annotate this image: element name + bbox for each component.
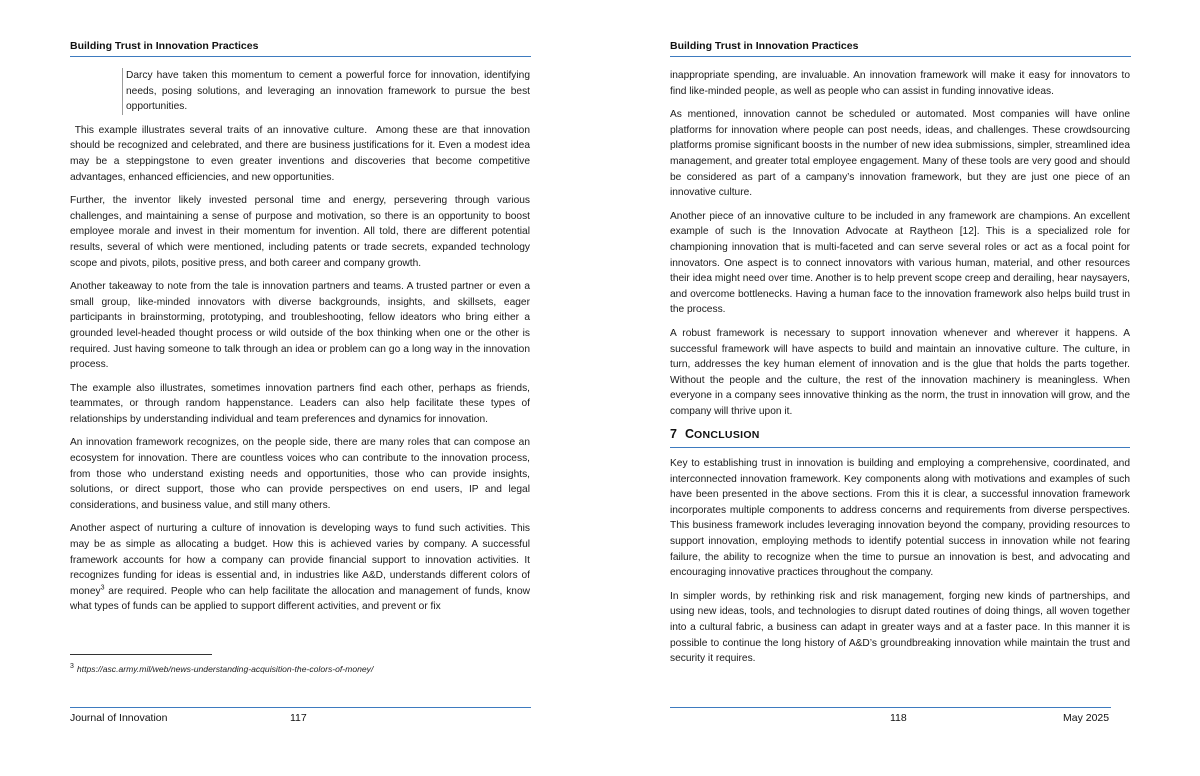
paragraph-partners: Another takeaway to note from the tale is innovation partners and teams. A trusted partner or even a small group, like-minded innovators with diverse backgrounds, insights, and skillsets, eager participants in brainstorming, prototyping, and troubleshooting, fellow ideators who bring either a grounded level-headed thought process or wild outside of the box thinking when one or the other is required. Just having someone to talk through an idea or problem can go a long way in the innovation process. bbox=[70, 281, 530, 371]
paragraph-champions: Another piece of an innovative culture to be included in any framework are champions. An excellent example of such is the Innovation Advocate at Raytheon [12]. This is a specialized role for championing innovation that is multi-faceted and can serve several roles or act as a focal point for innovators. One aspect is to connect innovators with various human, material, and other resources their idea might need over time. Another is to help prevent scope creep and derailing, hear naysayers, and overcome bottlenecks. Having a human face to the innovation framework also helps build trust in the process. bbox=[670, 210, 1130, 316]
page-number-left: 117 bbox=[290, 712, 307, 724]
paragraph-funding bbox=[70, 521, 530, 615]
right-page bbox=[600, 0, 1200, 776]
paragraph-robust-framework: A robust framework is necessary to support innovation whenever and wherever it happens. A successful framework will have aspects to build and maintain an innovative culture. The culture, in turn, addresses the key human element of innovation and is the glue that holds the parts together. Without the people and the culture, the rest of the innovation machinery is meaningless. When everyone in a company sees innovative thinking as the norm, the trust in innovation will grow, and the company will thrive upon it. bbox=[670, 327, 1130, 417]
section-title-rest: ONCLUSION bbox=[693, 429, 760, 442]
left-body-text bbox=[70, 68, 533, 623]
footnote-divider bbox=[70, 654, 212, 655]
paragraph-ecosystem: An innovation framework recognizes, on the people side, there are many roles that can compose an ecosystem for innovation. There are countless voices who can contribute to the innovation process, from those who understand existing needs and opportunities, those who can provide insights, solutions, or direct support, those who can provide perspectives on end users, IP and legal considerations, and business value, and still many others. bbox=[70, 437, 530, 511]
section-number: 7 bbox=[670, 427, 677, 442]
footer-divider-right bbox=[670, 707, 1111, 708]
section-title-initial: C bbox=[684, 427, 694, 442]
section-heading-conclusion bbox=[670, 427, 1130, 448]
paragraph-conclusion-2: In simpler words, by rethinking risk and risk management, forging new kinds of partnerships, and using new ideas, tools, and technologies to disrupt dated routines of doing things, all woven together into a cultural fabric, a business can adapt in greater ways and at a faster pace. In this manner it is possible to continue the long history of A&D’s groundbreaking innovation while maintain the trust and security it requires. bbox=[670, 590, 1130, 665]
running-head-right: Building Trust in Innovation Practices bbox=[670, 40, 1131, 57]
footnote-ref[interactable]: 3 bbox=[100, 584, 105, 592]
footer-divider-left bbox=[70, 707, 531, 708]
footnote-marker: 3 bbox=[70, 663, 74, 671]
paragraph-spending: inappropriate spending, are invaluable. An innovation framework will make it easy for innovators to find like-minded people, as well as people who can assist in funding innovative ideas. bbox=[670, 70, 1130, 97]
paragraph-inventor: Further, the inventor likely invested personal time and energy, persevering through various challenges, and maintaining a sense of purpose and motivation, so there is an opportunity to boost employee morale and invest in their momentum for invention. All told, there are different potential results, several of which were mentioned, including patents or trade secrets, expanded technology scope and pivots, pilots, positive press, and both career and company growth. bbox=[70, 195, 530, 269]
funding-text-before: Another aspect of nurturing a culture of innovation is developing ways to fund such activities. This may be as simple as allocating a budget. How this is achieved varies by company. A successful framework accounts for how a company can provide financial support to innovation activities. It recognizes funding for ideas is essential and, in industries like A&D, understands different colors of money bbox=[70, 523, 530, 597]
paragraph-traits: This example illustrates several traits of an innovative culture. Among these are that innovation should be recognized and celebrated, and there are business justifications for it. Even a modest idea may be a steppingstone to even greater inventions and discoveries that become competitive advantages, enhanced efficiencies, and new opportunities. bbox=[70, 124, 533, 183]
funding-text-after: are required. People who can help facilitate the allocation and management of funds, know what types of funds can be applied to support different activities, and prevent or fix bbox=[70, 585, 530, 613]
right-body-text bbox=[670, 68, 1130, 675]
paragraph-conclusion-1: Key to establishing trust in innovation is building and employing a comprehensive, coordinated, and interconnected innovation framework. Key components along with motivations and examples of such have been presented in the above sections. From this it is clear, a successful innovation framework incorporates multiple components to address concerns and requirements from diverse perspectives. This business framework includes leveraging innovation beyond the company, providing resources to support innovation, employing methods to identify potential success in innovation while not fearing failure, the ability to recognize when the time to pursue an innovation is best, and advocating and encouraging innovative practices throughout the company. bbox=[670, 458, 1130, 579]
footnote-link[interactable]: https://asc.army.mil/web/news-understanding-acquisition-the-colors-of-money/ bbox=[76, 664, 374, 674]
footer-date: May 2025 bbox=[1063, 712, 1110, 724]
paragraph-platforms: As mentioned, innovation cannot be scheduled or automated. Most companies will have online platforms for innovation where people can post needs, ideas, and challenges. These crowdsourcing platforms promise significant boosts in the number of new idea submissions, simpler, streamlined idea management, and greater total employee engagement. Many of these tools are very good and should be considered as part of a campany’s innovation framework, but they are just one piece of an innovative culture. bbox=[670, 109, 1130, 199]
footnote bbox=[70, 664, 530, 674]
block-quote: Darcy have taken this momentum to cement a powerful force for innovation, identifying needs, posing solutions, and leveraging an innovation framework to pursue the best opportunities. bbox=[122, 68, 530, 115]
running-head-left: Building Trust in Innovation Practices bbox=[70, 40, 531, 57]
paragraph-happenstance: The example also illustrates, sometimes innovation partners find each other, perhaps as friends, teammates, or through random happenstance. Leaders can also help facilitate these types of relationships by understanding individual and team preferences and dynamics for innovation. bbox=[70, 382, 530, 425]
page-number-right: 118 bbox=[890, 712, 907, 724]
footer-journal-name: Journal of Innovation bbox=[70, 712, 168, 724]
